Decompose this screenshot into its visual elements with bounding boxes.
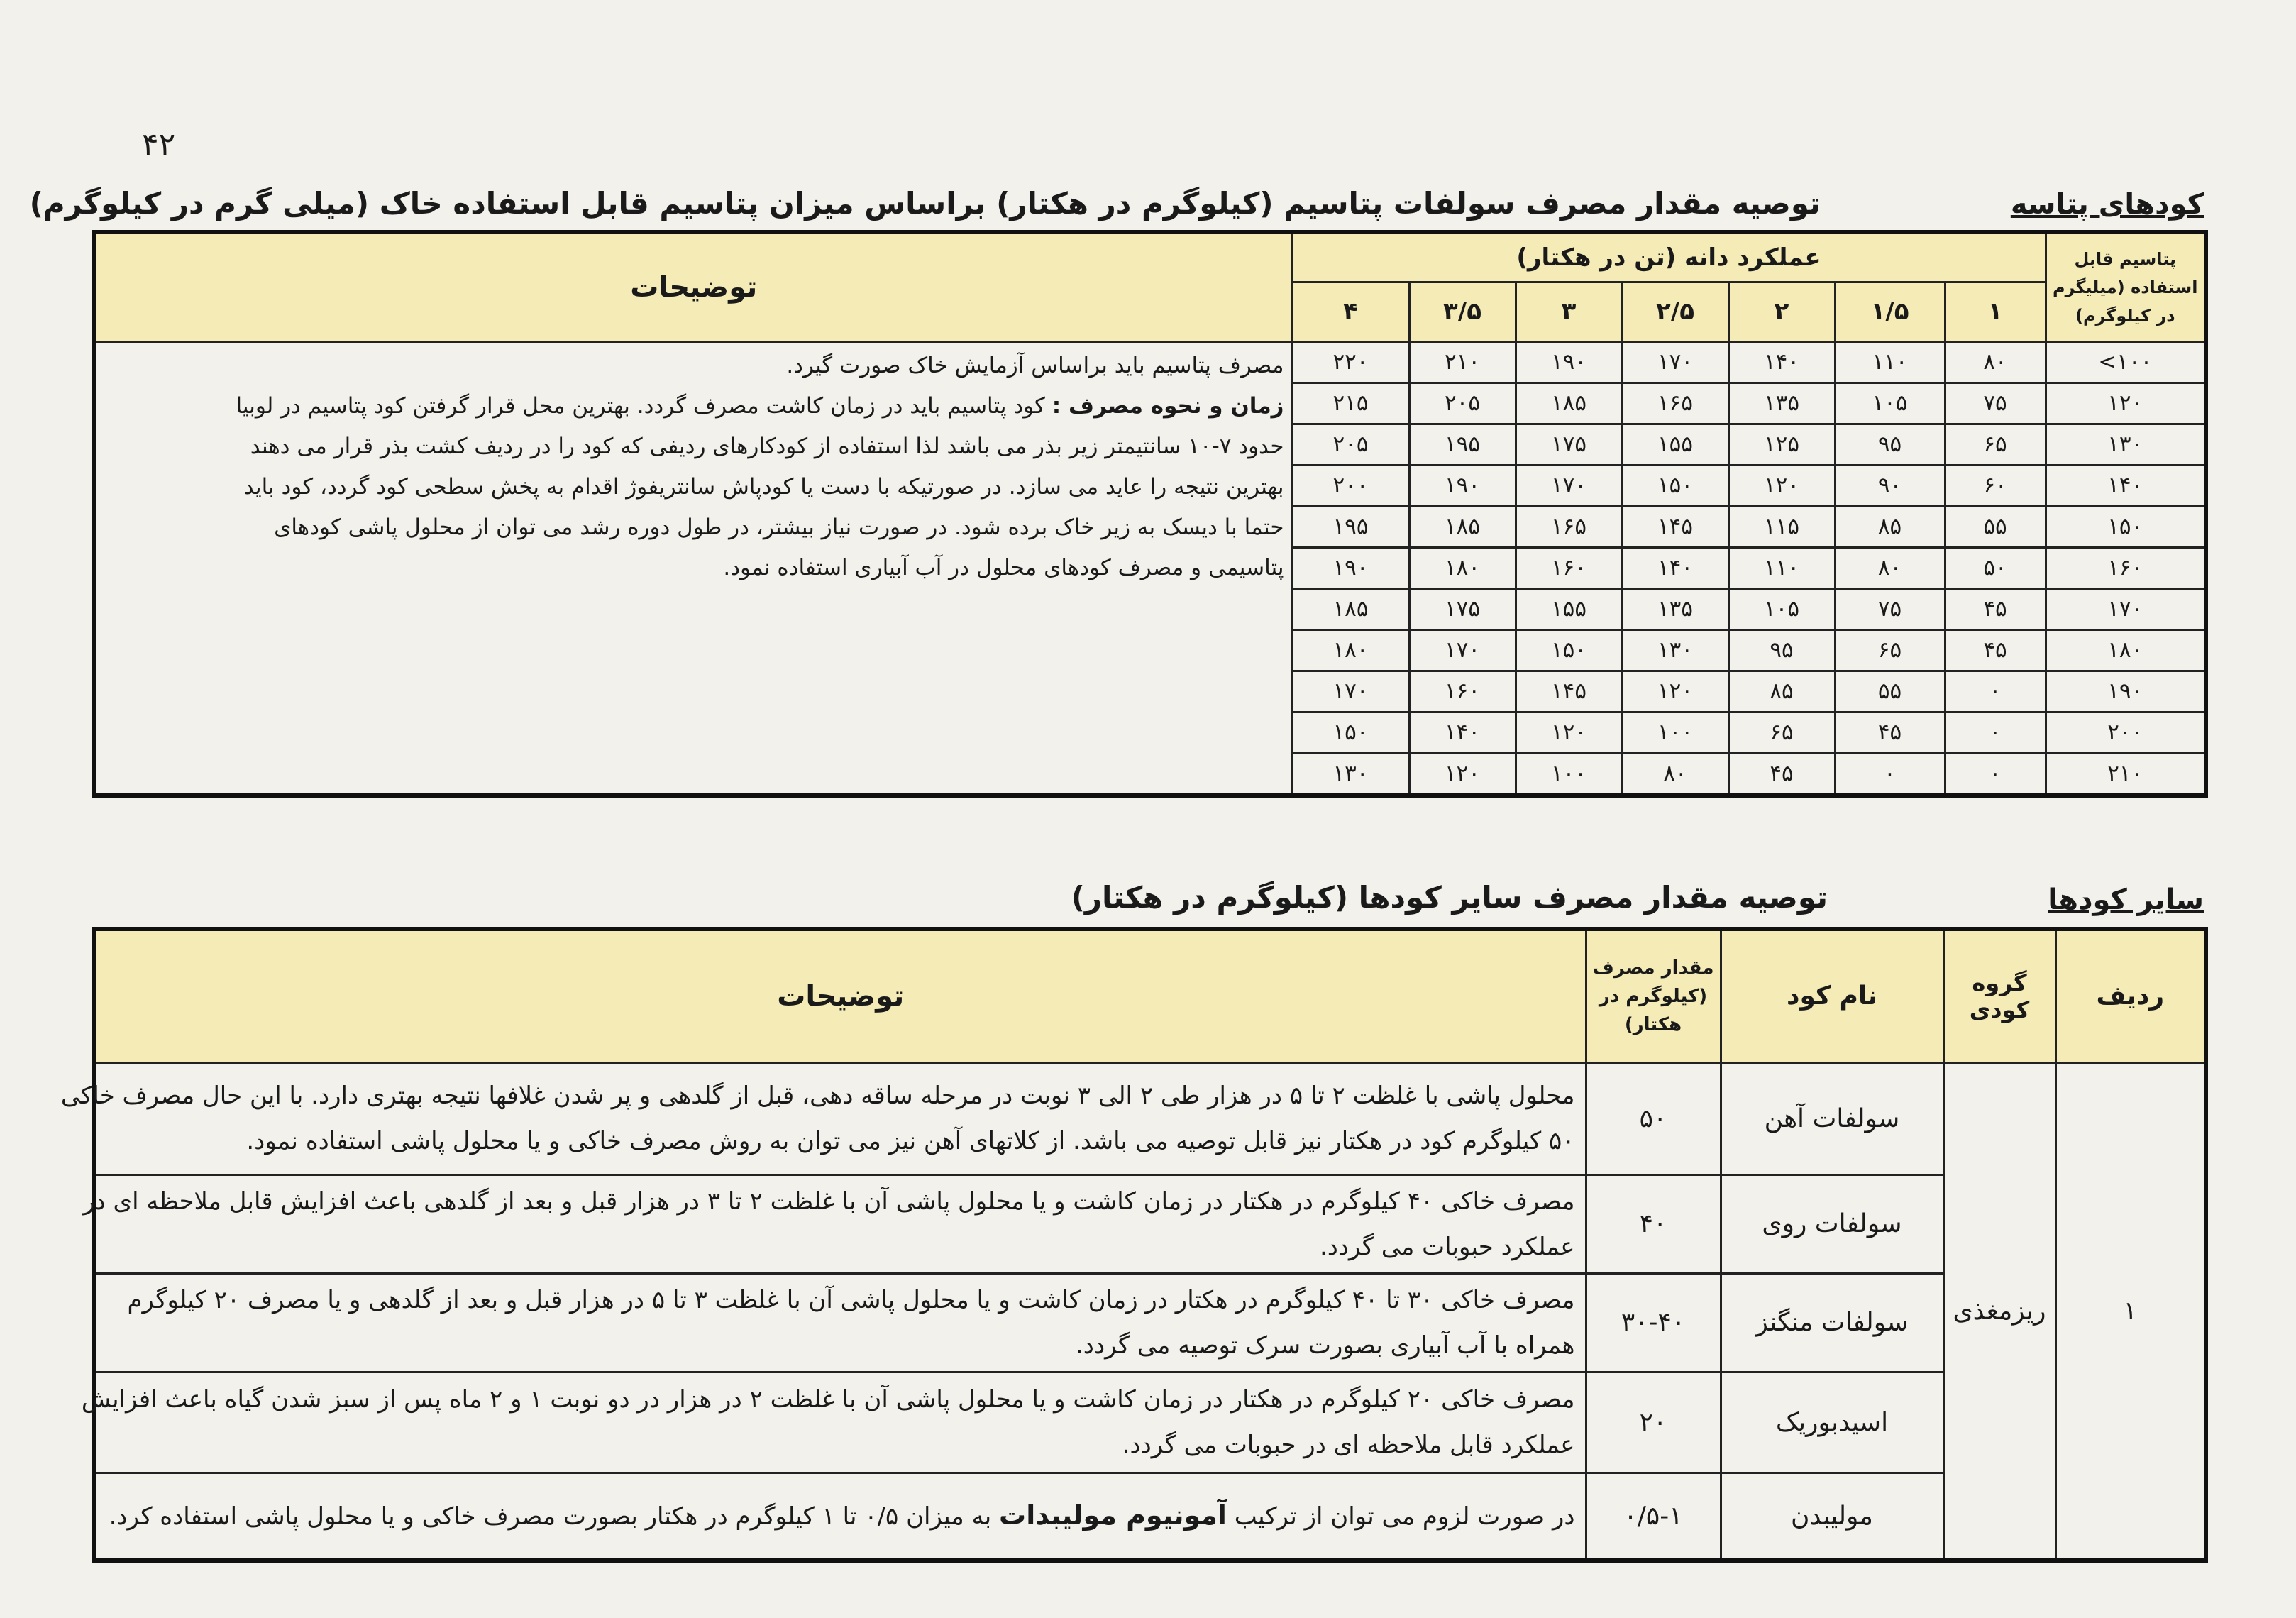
- potassium-sulfate-table: [92, 230, 2208, 798]
- recommendation-cell: ۱۷۰: [1622, 341, 1728, 383]
- description-line: پتاسیمی و مصرف کودهای محلول در آب آبیاری استفاده نمود.: [723, 554, 1284, 580]
- table-row: [94, 341, 2206, 383]
- recommendation-cell: ۹۰: [1835, 465, 1945, 506]
- header-group: گروه کودی: [1943, 929, 2055, 1062]
- header-potassium: پتاسیم قابل استفاده (میلیگرم در کیلوگرم): [2046, 232, 2206, 341]
- amount-cell: ۴۰: [1586, 1174, 1721, 1273]
- yield-level-header: ۳/۵: [1409, 282, 1516, 341]
- recommendation-cell: ۶۰: [1945, 465, 2046, 506]
- recommendation-cell: ۱۶۰: [1516, 547, 1622, 588]
- yield-level-header: ۱: [1945, 282, 2046, 341]
- amount-cell: ۳۰-۴۰: [1586, 1273, 1721, 1372]
- recommendation-cell: ۱۵۵: [1622, 424, 1728, 465]
- table-row: [94, 1372, 2206, 1473]
- header-yield: عملکرد دانه (تن در هکتار): [1292, 232, 2046, 282]
- recommendation-cell: ۴۵: [1945, 588, 2046, 629]
- recommendation-cell: ۱۲۰: [1516, 712, 1622, 753]
- recommendation-cell: ۶۵: [1945, 424, 2046, 465]
- recommendation-cell: ۰: [1945, 753, 2046, 796]
- row-number-cell: ۱: [2055, 1062, 2206, 1561]
- recommendation-cell: ۱۸۵: [1409, 506, 1516, 547]
- fertilizer-name-cell: سولفات روی: [1721, 1174, 1943, 1273]
- description-cell: [83, 1174, 1586, 1273]
- other-fertilizers-table: [60, 927, 2208, 1563]
- section-label-other: سایر کودها: [2048, 884, 2204, 916]
- amount-cell: ۵۰: [1586, 1062, 1721, 1174]
- yield-level-header: ۲/۵: [1622, 282, 1728, 341]
- recommendation-cell: ۱۹۵: [1409, 424, 1516, 465]
- yield-level-header: ۳: [1516, 282, 1622, 341]
- recommendation-cell: ۱۸۰: [1292, 629, 1409, 671]
- table1-title: توصیه مقدار مصرف سولفات پتاسیم (کیلوگرم در هکتار) براساس میزان پتاسیم قابل استفاده خاک (میلی گرم در کیلوگرم): [29, 186, 1821, 221]
- recommendation-cell: ۱۵۰: [1516, 629, 1622, 671]
- recommendation-cell: ۱۷۰: [1409, 629, 1516, 671]
- recommendation-cell: ۱۲۰: [1409, 753, 1516, 796]
- recommendation-cell: ۶۵: [1835, 629, 1945, 671]
- recommendation-cell: ۲۰۵: [1292, 424, 1409, 465]
- description-line: حتما با دیسک به زیر خاک برده شود. در صورت نیاز بیشتر، در طول دوره رشد می توان از محلول پاشی کودهای: [274, 514, 1284, 540]
- recommendation-cell: ۵۵: [1945, 506, 2046, 547]
- recommendation-cell: ۸۰: [1945, 341, 2046, 383]
- recommendation-cell: ۱۳۵: [1728, 383, 1835, 424]
- recommendation-cell: ۸۵: [1728, 671, 1835, 712]
- recommendation-cell: ۱۳۰: [1622, 629, 1728, 671]
- table-row: [94, 1273, 2206, 1372]
- table-row: [94, 1473, 2206, 1561]
- recommendation-cell: ۱۴۰: [1622, 547, 1728, 588]
- potassium-level-cell: ۲۱۰: [2046, 753, 2206, 796]
- recommendation-cell: ۱۵۰: [1292, 712, 1409, 753]
- amount-cell: ۲۰: [1586, 1372, 1721, 1473]
- recommendation-cell: ۷۵: [1835, 588, 1945, 629]
- recommendation-cell: ۱۰۵: [1835, 383, 1945, 424]
- header-amount: مقدار مصرف (کیلوگرم در هکتار): [1586, 929, 1721, 1062]
- recommendation-cell: ۱۴۰: [1409, 712, 1516, 753]
- recommendation-cell: ۱۹۰: [1409, 465, 1516, 506]
- yield-level-header: ۴: [1292, 282, 1409, 341]
- description-line: مصرف پتاسیم باید براساس آزمایش خاک صورت گیرد.: [786, 352, 1284, 378]
- recommendation-cell: ۱۲۰: [1622, 671, 1728, 712]
- description-line: [106, 1492, 1575, 1539]
- recommendation-cell: ۲۱۰: [1409, 341, 1516, 383]
- header-row-number: ردیف: [2055, 929, 2206, 1062]
- recommendation-cell: ۱۱۰: [1728, 547, 1835, 588]
- recommendation-cell: ۱۸۰: [1409, 547, 1516, 588]
- recommendation-cell: ۴۵: [1835, 712, 1945, 753]
- fertilizer-name-cell: سولفات منگنز: [1721, 1273, 1943, 1372]
- description-line: عملکرد حبوبات می گردد.: [1319, 1232, 1575, 1261]
- recommendation-cell: ۲۲۰: [1292, 341, 1409, 383]
- potassium-level-cell: ۱۶۰: [2046, 547, 2206, 588]
- potassium-level-cell: ۱۸۰: [2046, 629, 2206, 671]
- description-line: [104, 386, 1284, 426]
- yield-level-header: ۱/۵: [1835, 282, 1945, 341]
- description-line: عملکرد قابل ملاحظه ای در حبوبات می گردد.: [1122, 1431, 1575, 1459]
- recommendation-cell: ۸۰: [1622, 753, 1728, 796]
- fertilizer-name-cell: اسیدبوریک: [1721, 1372, 1943, 1473]
- fertilizer-name-cell: مولیبدن: [1721, 1473, 1943, 1561]
- description-cell: [81, 1372, 1586, 1473]
- recommendation-cell: ۶۵: [1728, 712, 1835, 753]
- header-fertilizer-name: نام کود: [1721, 929, 1943, 1062]
- recommendation-cell: ۱۰۵: [1728, 588, 1835, 629]
- description-line: مصرف خاکی ۲۰ کیلوگرم در هکتار در زمان کاشت و یا محلول پاشی آن با غلظت ۲ در هزار در دو نوبت ۱ و ۲ ماه پس از سبز شدن گیاه باعث افزایش: [81, 1385, 1575, 1414]
- recommendation-cell: ۱۶۵: [1516, 506, 1622, 547]
- description-cell: [94, 1273, 1586, 1372]
- recommendation-cell: ۱۱۰: [1835, 341, 1945, 383]
- description-line: ۵۰ کیلوگرم کود در هکتار نیز قابل توصیه می باشد. از کلاتهای آهن نیز می توان به روش مصرف خاکی و یا محلول پاشی استفاده نمود.: [246, 1127, 1575, 1155]
- description-text: به میزان ۰/۵ تا ۱ کیلوگرم در هکتار بصورت مصرف خاکی و یا محلول پاشی استفاده کرد.: [109, 1502, 1000, 1531]
- recommendation-cell: ۸۰: [1835, 547, 1945, 588]
- recommendation-cell: ۱۹۰: [1292, 547, 1409, 588]
- description-line: حدود ۷-۱۰ سانتیمتر زیر بذر می باشد لذا استفاده از کودکارهای ردیفی که کود را در ردیف کشت بذر قرار می دهند: [250, 433, 1284, 459]
- potassium-level-cell: ۱۷۰: [2046, 588, 2206, 629]
- recommendation-cell: ۸۵: [1835, 506, 1945, 547]
- description-line: مصرف خاکی ۴۰ کیلوگرم در هکتار در زمان کاشت و یا محلول پاشی آن با غلظت ۲ تا ۳ در هزار قبل و بعد از گلدهی باعث افزایش قابل ملاحظه ای در: [83, 1187, 1575, 1216]
- recommendation-cell: ۰: [1945, 712, 2046, 753]
- description-cell: [60, 1062, 1586, 1174]
- recommendation-cell: ۹۵: [1728, 629, 1835, 671]
- recommendation-cell: ۰: [1945, 671, 2046, 712]
- recommendation-cell: ۱۷۵: [1516, 424, 1622, 465]
- potassium-level-cell: ۲۰۰: [2046, 712, 2206, 753]
- table2-title: توصیه مقدار مصرف سایر کودها (کیلوگرم در هکتار): [1071, 880, 1828, 915]
- compound-name: آمونیوم مولیبدات: [999, 1499, 1227, 1531]
- recommendation-cell: ۱۸۵: [1292, 588, 1409, 629]
- recommendation-cell: ۵۰: [1945, 547, 2046, 588]
- recommendation-cell: ۱۷۵: [1409, 588, 1516, 629]
- section-label-potash: کودهای پتاسه: [2010, 188, 2204, 221]
- page-number: ۴۲: [142, 126, 176, 163]
- description-text: کود پتاسیم باید در زمان کاشت مصرف گردد. بهترین محل قرار گرفتن کود پتاسیم در لوبیا: [236, 392, 1045, 419]
- recommendation-cell: ۱۵۰: [1622, 465, 1728, 506]
- recommendation-cell: ۱۴۵: [1516, 671, 1622, 712]
- recommendation-cell: ۱۴۰: [1728, 341, 1835, 383]
- recommendation-cell: ۱۹۰: [1516, 341, 1622, 383]
- recommendation-cell: ۱۵۵: [1516, 588, 1622, 629]
- yield-level-header: ۲: [1728, 282, 1835, 341]
- recommendation-cell: ۱۴۵: [1622, 506, 1728, 547]
- recommendation-cell: ۱۶۵: [1622, 383, 1728, 424]
- potassium-level-cell: ۱۴۰: [2046, 465, 2206, 506]
- description-line: بهترین نتیجه را عاید می سازد. در صورتیکه با دست یا کودپاش سانتریفوژ اقدام به پخش سطحی کود گردد، کود باید: [243, 473, 1284, 500]
- description-line: همراه با آب آبیاری بصورت سرک توصیه می گردد.: [1076, 1331, 1575, 1360]
- potassium-level-cell: ۱۵۰: [2046, 506, 2206, 547]
- description-text: در صورت لزوم می توان از ترکیب: [1226, 1502, 1575, 1531]
- recommendation-cell: ۱۰۰: [1622, 712, 1728, 753]
- recommendation-cell: ۱۳۵: [1622, 588, 1728, 629]
- table-row: [94, 1062, 2206, 1174]
- description-line: محلول پاشی با غلظت ۲ تا ۵ در هزار طی ۲ الی ۳ نوبت در مرحله ساقه دهی، قبل از گلدهی و پر شدن غلافها نتیجه بهتری دارد. با این حال مصرف خاکی: [60, 1082, 1575, 1110]
- potassium-level-cell: ۱۰۰>: [2046, 341, 2206, 383]
- potassium-level-cell: ۱۳۰: [2046, 424, 2206, 465]
- potassium-level-cell: ۱۲۰: [2046, 383, 2206, 424]
- recommendation-cell: ۲۰۰: [1292, 465, 1409, 506]
- recommendation-cell: ۱۷۰: [1516, 465, 1622, 506]
- recommendation-cell: ۱۰۰: [1516, 753, 1622, 796]
- recommendation-cell: ۲۱۵: [1292, 383, 1409, 424]
- recommendation-cell: ۱۲۰: [1728, 465, 1835, 506]
- potash-description: [94, 341, 1292, 796]
- recommendation-cell: ۱۶۰: [1409, 671, 1516, 712]
- recommendation-cell: ۷۵: [1945, 383, 2046, 424]
- header-description: توضیحات: [94, 929, 1586, 1062]
- recommendation-cell: ۱۸۵: [1516, 383, 1622, 424]
- description-cell: [94, 1473, 1586, 1561]
- recommendation-cell: ۵۵: [1835, 671, 1945, 712]
- recommendation-cell: ۴۵: [1728, 753, 1835, 796]
- header-description: توضیحات: [94, 232, 1292, 341]
- recommendation-cell: ۱۲۵: [1728, 424, 1835, 465]
- recommendation-cell: ۱۷۰: [1292, 671, 1409, 712]
- amount-cell: ۰/۵-۱: [1586, 1473, 1721, 1561]
- recommendation-cell: ۱۹۵: [1292, 506, 1409, 547]
- recommendation-cell: ۹۵: [1835, 424, 1945, 465]
- fertilizer-name-cell: سولفات آهن: [1721, 1062, 1943, 1174]
- usage-time-heading: زمان و نحوه مصرف :: [1052, 392, 1284, 419]
- description-line: مصرف خاکی ۳۰ تا ۴۰ کیلوگرم در هکتار در زمان کاشت و یا محلول پاشی آن با غلظت ۳ تا ۵ در هزار قبل و بعد از گلدهی و یا مصرف ۲۰ کیلوگرم: [127, 1285, 1575, 1314]
- recommendation-cell: ۱۱۵: [1728, 506, 1835, 547]
- recommendation-cell: ۲۰۵: [1409, 383, 1516, 424]
- fertilizer-group-cell: ریزمغذی: [1943, 1062, 2055, 1561]
- table-row: [94, 1174, 2206, 1273]
- potassium-level-cell: ۱۹۰: [2046, 671, 2206, 712]
- recommendation-cell: ۱۳۰: [1292, 753, 1409, 796]
- recommendation-cell: ۰: [1835, 753, 1945, 796]
- recommendation-cell: ۴۵: [1945, 629, 2046, 671]
